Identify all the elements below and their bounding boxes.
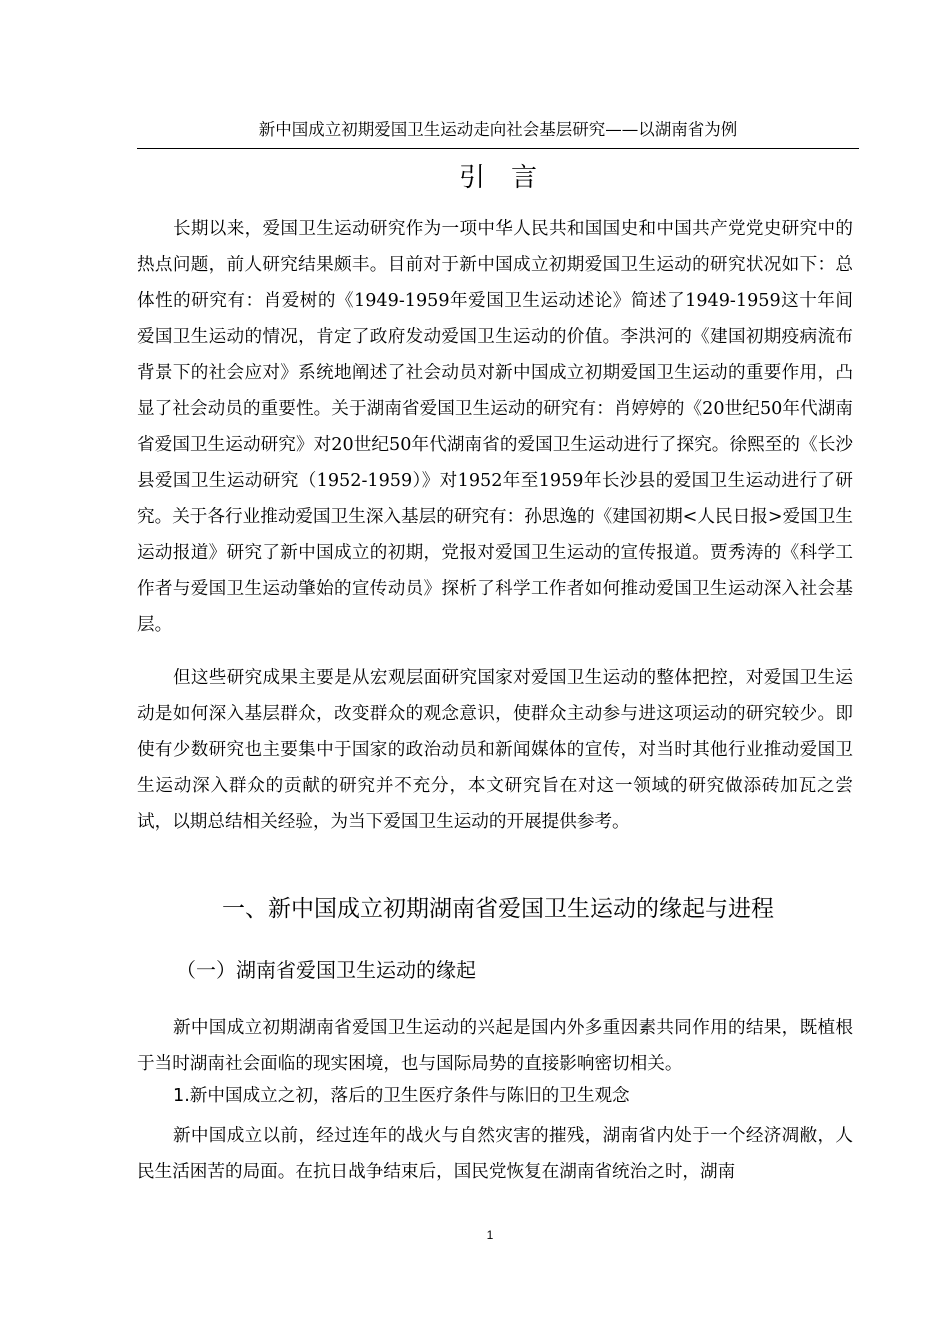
running-header: 新中国成立初期爱国卫生运动走向社会基层研究——以湖南省为例 (258, 120, 738, 139)
body-paragraph-4: 新中国成立以前，经过连年的战火与自然灾害的摧残，湖南省内处于一个经济凋敝，人民生活困苦的局面。在抗日战争结束后，国民党恢复在湖南省统治之时，湖南 (137, 1126, 853, 1182)
chapter-heading: 一、新中国成立初期湖南省爱国卫生运动的缘起与进程 (222, 896, 774, 922)
subsection-heading: （一）湖南省爱国卫生运动的缘起 (176, 958, 476, 982)
section-title: 引言 (458, 163, 563, 193)
body-paragraph-3: 新中国成立初期湖南省爱国卫生运动的兴起是国内外多重因素共同作用的结果，既植根于当时湖南社会面临的现实困境，也与国际局势的直接影响密切相关。 (137, 1018, 853, 1074)
body-paragraph-2: 但这些研究成果主要是从宏观层面研究国家对爱国卫生运动的整体把控，对爱国卫生运动是如何深入基层群众，改变群众的观念意识，使群众主动参与进这项运动的研究较少。即使有少数研究也主要集中于国家的政治动员和新闻媒体的宣传，对当时其他行业推动爱国卫生运动深入群众的贡献的研究并不充分，本文研究旨在对这一领域的研究做添砖加瓦之尝试，以期总结相关经验，为当下爱国卫生运动的开展提供参考。 (137, 668, 853, 832)
body-paragraph-1: 长期以来，爱国卫生运动研究作为一项中华人民共和国国史和中国共产党党史研究中的热点问题，前人研究结果颇丰。目前对于新中国成立初期爱国卫生运动的研究状况如下：总体性的研究有：肖爱树的《1949-1959年爱国卫生运动述论》简述了1949-1959这十年间爱国卫生运动的情况，肯定了政府发动爱国卫生运动的价值。李洪河的《建国初期疫病流布背景下的社会应对》系统地阐述了社会动员对新中国成立初期爱国卫生运动的重要作用，凸显了社会动员的重要性。关于湖南省爱国卫生运动的研究有：肖婷婷的《20世纪50年代湖南省爱国卫生运动研究》对20世纪50年代湖南省的爱国卫生运动进行了探究。徐熙至的《长沙县爱国卫生运动研究（1952-1959）》对1952年至1959年长沙县的爱国卫生运动进行了研究。关于各行业推动爱国卫生深入基层的研究有：孙思逸的《建国初期<人民日报>爱国卫生运动报道》研究了新中国成立的初期，党报对爱国卫生运动的宣传报道。贾秀涛的《科学工作者与爱国卫生运动肇始的宣传动员》探析了科学工作者如何推动爱国卫生运动深入社会基层。 (137, 219, 853, 635)
minor-heading: 1.新中国成立之初，落后的卫生医疗条件与陈旧的卫生观念 (173, 1086, 630, 1106)
header-rule (137, 148, 859, 149)
page-number: 1 (486, 1228, 494, 1242)
